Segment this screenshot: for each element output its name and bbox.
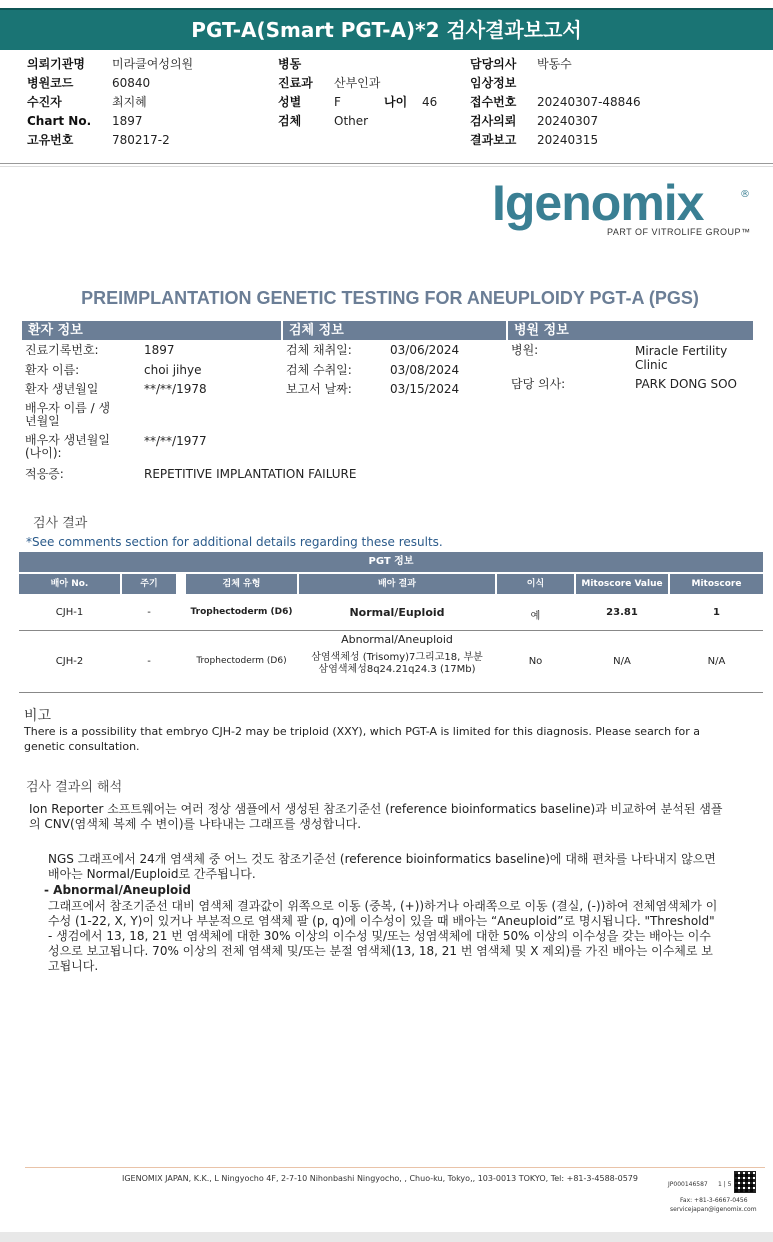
meta-value: 미라클여성의원 bbox=[112, 57, 194, 71]
patient-value: 1897 bbox=[144, 343, 175, 357]
specimen-label: 검체 수취일: bbox=[286, 363, 352, 377]
document-id: JP000146587 bbox=[668, 1181, 708, 1188]
cycle: - bbox=[147, 607, 151, 618]
meta-label: 병동 bbox=[278, 57, 302, 71]
meta-row bbox=[27, 93, 267, 112]
meta-label: 의뢰기관명 bbox=[27, 57, 85, 71]
patient-value: choi jihye bbox=[144, 363, 202, 377]
column-header: 주기 bbox=[122, 574, 176, 594]
mitoscore-value: 23.81 bbox=[606, 607, 638, 618]
meta-column-1 bbox=[27, 55, 267, 150]
meta-value: 20240307 bbox=[537, 114, 599, 128]
registered-mark: ® bbox=[740, 189, 750, 200]
meta-row bbox=[27, 55, 267, 74]
embryo-result: Abnormal/Aneuploid bbox=[341, 633, 453, 646]
page-number: 1 | 5 bbox=[718, 1181, 732, 1188]
embryo-result-detail: 삼염색체성 (Trisomy)7그리고18, 부분 삼염색체성8q24.21q24.3 (17Mb) bbox=[311, 652, 483, 675]
transfer: 예 bbox=[530, 611, 541, 622]
footer-fax: Fax: +81-3-6667-0456 bbox=[680, 1197, 748, 1204]
hospital-label: 담당 의사: bbox=[511, 377, 566, 391]
patient-value: **/**/1977 bbox=[144, 434, 207, 448]
patient-label: 진료기록번호: bbox=[25, 343, 99, 357]
hospital-value: PARK DONG SOO bbox=[635, 377, 737, 391]
specimen-value: 03/15/2024 bbox=[390, 382, 460, 396]
remarks-text: There is a possibility that embryo CJH-2 may be triploid (XXY), which PGT-A is limited for this diagnosis. Please search for a genetic consultation. bbox=[24, 725, 700, 753]
meta-column-2 bbox=[278, 55, 468, 131]
meta-row bbox=[278, 93, 468, 112]
hospital-value: Miracle Fertility Clinic bbox=[635, 344, 728, 372]
specimen-info-heading: 검체 정보 bbox=[283, 321, 506, 340]
hospital-label: 병원: bbox=[511, 343, 539, 357]
mitoscore-ranking: N/A bbox=[707, 656, 726, 667]
column-header: Mitoscore Value bbox=[576, 574, 668, 594]
meta-label: 검사의뢰 bbox=[470, 114, 517, 128]
meta-value: 산부인과 bbox=[334, 76, 381, 90]
patient-label: 적응증: bbox=[25, 467, 64, 481]
results-heading: 검사 결과 bbox=[33, 516, 88, 531]
mitoscore-value: N/A bbox=[613, 656, 631, 667]
results-note: *See comments section for additional details regarding these results. bbox=[26, 535, 443, 549]
meta-label: 진료과 bbox=[278, 76, 313, 90]
footer-address: IGENOMIX JAPAN, K.K., L Ningyocho 4F, 2-7-10 Nihonbashi Ningyocho, , Chuo-ku, Tokyo,, 103-0013 TOKYO, Tel: +81-3-4588-0579 bbox=[121, 1174, 638, 1183]
meta-value: 780217-2 bbox=[112, 133, 170, 147]
pgt-table-title: PGT 정보 bbox=[19, 552, 763, 572]
footer-divider bbox=[25, 1167, 765, 1168]
patient-label: 배우자 이름 / 생년월일 bbox=[25, 401, 111, 428]
patient-label: 환자 이름: bbox=[25, 363, 80, 377]
report-header-title: PGT-A(Smart PGT-A)*2 검사결과보고서 bbox=[0, 8, 773, 50]
meta-row bbox=[470, 55, 750, 74]
embryo-result: Normal/Euploid bbox=[349, 606, 445, 619]
meta-value: Other bbox=[334, 114, 369, 128]
column-header: 이식 bbox=[497, 574, 574, 594]
column-header: Mitoscore Ranking bbox=[670, 574, 763, 594]
patient-value: **/**/1978 bbox=[144, 382, 207, 396]
interpretation-abnormal: 그래프에서 참조기준선 대비 염색체 결과값이 위쪽으로 이동 (중복, (+))하거나 아래쪽으로 이동 (결실, (-))하여 전체염색체가 이수성 (1-22, X, Y)이 있거나 부분적으로 염색체 팔 (p, q)에 이수성이 있을 때 배아는 “Aneuploid”로 명시됩니다. "Threshold" - 생검에서 13, 18, 21 번 염색체에 대한 30% 이상의 이수성 및/또는 성염색체에 대한 50% 이상의 이수성을 갖는 배아는 이수성으로 보고됩니다. 70% 이상의 전체 염색체 및/또는 분절 염색체(13, 18, 21 번 염색체 및 X 제외)를 가진 배아는 이수체로 보고됩니다. bbox=[48, 899, 718, 973]
abnormal-heading: - Abnormal/Aneuploid bbox=[44, 883, 191, 897]
meta-row bbox=[470, 131, 750, 150]
meta-value: 최지혜 bbox=[112, 95, 147, 109]
patient-info-heading: 환자 정보 bbox=[22, 321, 281, 340]
meta-value: F bbox=[334, 95, 341, 109]
specimen-type: Trophectoderm (D6) bbox=[190, 607, 293, 617]
interpretation-heading: 검사 결과의 해석 bbox=[26, 780, 123, 795]
meta-row bbox=[470, 112, 750, 131]
divider bbox=[0, 166, 773, 167]
row-divider bbox=[19, 630, 763, 631]
meta-value: 60840 bbox=[112, 76, 151, 90]
meta-label: 병원코드 bbox=[27, 76, 74, 90]
interpretation-normal: NGS 그래프에서 24개 염색체 중 어느 것도 참조기준선 (reference bioinformatics baseline)에 대해 편차를 나타내지 않으면 배아는 Normal/Euploid로 간주됩니다. bbox=[48, 852, 716, 881]
meta-row bbox=[470, 93, 750, 112]
specimen-label: 검체 채취일: bbox=[286, 343, 352, 357]
hospital-info-heading: 병원 정보 bbox=[508, 321, 753, 340]
transfer: No bbox=[528, 656, 543, 667]
meta-label: 담당의사 bbox=[470, 57, 517, 71]
row-divider bbox=[19, 692, 763, 693]
meta-label: 접수번호 bbox=[470, 95, 517, 109]
specimen-label: 보고서 날짜: bbox=[286, 382, 352, 396]
age-label: 나이 bbox=[384, 95, 408, 109]
age-value: 46 bbox=[422, 95, 438, 109]
footer-email[interactable]: servicejapan@igenomix.com bbox=[670, 1206, 757, 1213]
remarks-heading: 비고 bbox=[24, 708, 52, 724]
meta-row bbox=[27, 112, 267, 131]
patient-value: REPETITIVE IMPLANTATION FAILURE bbox=[144, 467, 357, 481]
qr-code-icon bbox=[734, 1171, 756, 1193]
meta-label: 결과보고 bbox=[470, 133, 517, 147]
meta-row bbox=[278, 74, 468, 93]
logo-tagline: PART OF VITROLIFE GROUP™ bbox=[607, 227, 751, 237]
page-bottom-edge bbox=[0, 1232, 773, 1242]
meta-row bbox=[27, 131, 267, 150]
column-header: 배아 No. bbox=[19, 574, 120, 594]
meta-label: 고유번호 bbox=[27, 133, 74, 147]
meta-row bbox=[27, 74, 267, 93]
meta-value: 1897 bbox=[112, 114, 143, 128]
embryo-no: CJH-2 bbox=[55, 656, 84, 667]
meta-label: Chart No. bbox=[27, 114, 92, 128]
specimen-value: 03/06/2024 bbox=[390, 343, 460, 357]
meta-label: 검체 bbox=[278, 114, 302, 128]
meta-label: 수진자 bbox=[27, 95, 62, 109]
column-header: 검체 유형 bbox=[186, 574, 297, 594]
divider bbox=[0, 163, 773, 164]
cycle: - bbox=[147, 656, 151, 667]
embryo-no: CJH-1 bbox=[55, 607, 84, 618]
patient-label: 배우자 생년월일 (나이): bbox=[25, 433, 110, 460]
specimen-type: Trophectoderm (D6) bbox=[196, 656, 287, 666]
meta-value: 20240307-48846 bbox=[537, 95, 641, 109]
mitoscore-ranking: 1 bbox=[713, 607, 720, 618]
meta-column-3 bbox=[470, 55, 750, 150]
meta-label: 임상정보 bbox=[470, 76, 517, 90]
meta-row bbox=[278, 112, 468, 131]
meta-row bbox=[278, 55, 468, 74]
column-header: 배아 결과 bbox=[299, 574, 495, 594]
interpretation-intro: Ion Reporter 소프트웨어는 여러 정상 샘플에서 생성된 참조기준선 (reference bioinformatics baseline)과 비교하여 분석된 샘플의 CNV(염색체 복제 수 변이)를 나타내는 그래프를 생성합니다. bbox=[29, 802, 723, 831]
meta-value: 20240315 bbox=[537, 133, 599, 147]
report-title: PREIMPLANTATION GENETIC TESTING FOR ANEUPLOIDY PGT-A (PGS) bbox=[81, 288, 699, 308]
meta-row bbox=[470, 74, 750, 93]
meta-label: 성별 bbox=[278, 95, 302, 109]
patient-label: 환자 생년월일 bbox=[25, 382, 99, 396]
specimen-value: 03/08/2024 bbox=[390, 363, 460, 377]
igenomix-logo: Igenomix bbox=[492, 175, 704, 231]
meta-value: 박동수 bbox=[537, 57, 572, 71]
